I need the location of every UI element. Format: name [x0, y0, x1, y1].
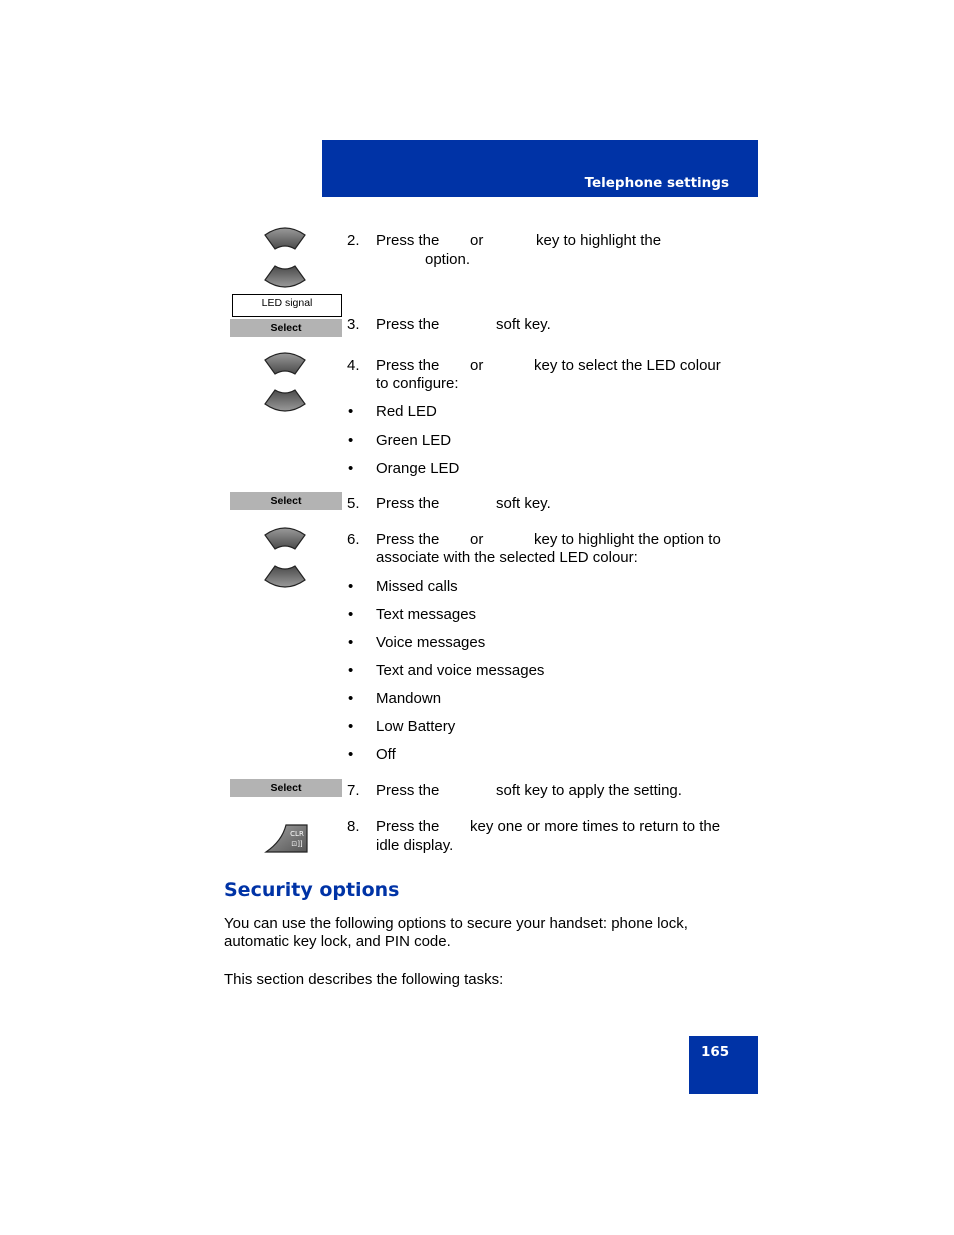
bullet-dot: •: [348, 432, 354, 449]
step-4-text-d: to configure:: [376, 375, 459, 392]
step-6-text-b: or: [470, 531, 484, 548]
bullet-dot: •: [348, 460, 354, 477]
step-3-number: 3.: [347, 316, 360, 333]
step-4-text-c: key to select the LED colour: [534, 357, 721, 374]
step-5-text-a: Press the: [376, 495, 440, 512]
section-paragraph-line-2: automatic key lock, and PIN code.: [224, 933, 451, 950]
step-7-text-b: soft key to apply the setting.: [496, 782, 682, 799]
step-5-number: 5.: [347, 495, 360, 512]
nav-down-key-icon: [263, 388, 307, 414]
list-item: Orange LED: [376, 460, 460, 477]
nav-down-key-icon: [263, 264, 307, 290]
bullet-dot: •: [348, 690, 354, 707]
bullet-dot: •: [348, 606, 354, 623]
list-item: Green LED: [376, 432, 452, 449]
step-7-number: 7.: [347, 782, 360, 799]
select-soft-key[interactable]: Select: [230, 492, 342, 510]
list-item: Mandown: [376, 690, 442, 707]
step-6-text-d: associate with the selected LED colour:: [376, 549, 638, 566]
list-item: Text and voice messages: [376, 662, 545, 679]
list-item: Low Battery: [376, 718, 456, 735]
step-2-text-a: Press the: [376, 232, 440, 249]
section-title: Security options: [224, 879, 400, 901]
step-8-text-c: idle display.: [376, 837, 454, 854]
list-item: Off: [376, 746, 396, 763]
step-4-number: 4.: [347, 357, 360, 374]
nav-up-key-icon: [263, 225, 307, 251]
list-item: Red LED: [376, 403, 437, 420]
led-signal-display: LED signal: [232, 294, 342, 317]
step-2-text-b: or: [470, 232, 484, 249]
step-7-text-a: Press the: [376, 782, 440, 799]
step-6-text-a: Press the: [376, 531, 440, 548]
nav-up-key-icon: [263, 525, 307, 551]
step-2-text-c: key to highlight the: [536, 232, 662, 249]
header-title: Telephone settings: [584, 175, 729, 191]
svg-text:CLR: CLR: [290, 830, 304, 838]
bullet-dot: •: [348, 403, 354, 420]
step-4-text-a: Press the: [376, 357, 440, 374]
step-8-number: 8.: [347, 818, 360, 835]
clear-key-icon: [264, 823, 308, 853]
page-number: 165: [701, 1044, 730, 1060]
bullet-dot: •: [348, 746, 354, 763]
step-4-text-b: or: [470, 357, 484, 374]
header-bar: [322, 140, 758, 197]
step-5-text-b: soft key.: [496, 495, 551, 512]
nav-down-key-icon: [263, 564, 307, 590]
list-item: Text messages: [376, 606, 477, 623]
list-item: Missed calls: [376, 578, 458, 595]
step-2-number: 2.: [347, 232, 360, 249]
bullet-dot: •: [348, 662, 354, 679]
step-3-text-a: Press the: [376, 316, 440, 333]
step-6-text-c: key to highlight the option to: [534, 531, 721, 548]
step-8-text-b: key one or more times to return to the: [470, 818, 721, 835]
bullet-dot: •: [348, 718, 354, 735]
section-paragraph-line-1: You can use the following options to secure your handset: phone lock,: [224, 915, 688, 932]
nav-up-key-icon: [263, 350, 307, 376]
step-2-text-d: option.: [425, 251, 471, 268]
step-8-text-a: Press the: [376, 818, 440, 835]
svg-text:⊡]]: ⊡]]: [291, 840, 303, 848]
select-soft-key[interactable]: Select: [230, 779, 342, 797]
list-item: Voice messages: [376, 634, 486, 651]
bullet-dot: •: [348, 634, 354, 651]
section-paragraph-2: This section describes the following tasks:: [224, 971, 504, 988]
page-number-box: [689, 1036, 758, 1094]
bullet-dot: •: [348, 578, 354, 595]
step-3-text-b: soft key.: [496, 316, 551, 333]
select-soft-key[interactable]: Select: [230, 319, 342, 337]
step-6-number: 6.: [347, 531, 360, 548]
